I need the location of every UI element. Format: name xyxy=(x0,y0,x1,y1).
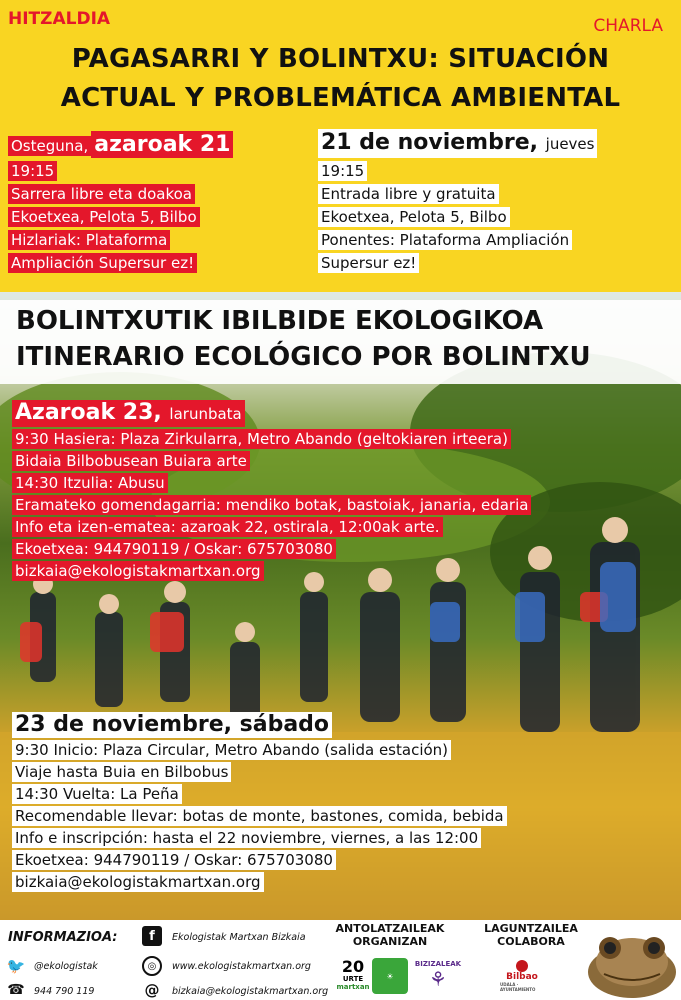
tag-charla: CHARLA xyxy=(593,16,663,36)
walk-es-line: Recomendable llevar: botas de monte, bastones, comida, bebida xyxy=(12,806,507,826)
talk-basque-info xyxy=(8,131,308,276)
talk-title-line1: PAGASARRI Y BOLINTXU: SITUACIÓN xyxy=(71,44,610,74)
facebook-icon[interactable]: f xyxy=(142,926,162,946)
organizers-heading xyxy=(334,922,446,948)
walk-eu-line: Info eta izen-ematea: azaroak 22, ostirala, 12:00ak arte. xyxy=(12,517,443,537)
bilbao-sub: UDALA · AYUNTAMIENTO xyxy=(500,982,536,992)
web-link[interactable]: www.ekologistakmartxan.org xyxy=(172,961,311,972)
facebook-link[interactable]: Ekologistak Martxan Bizkaia xyxy=(172,932,306,943)
email-link[interactable]: bizkaia@ekologistakmartxan.org xyxy=(172,986,329,997)
anniversary-sub: martxan xyxy=(336,983,370,991)
walk-es-date: 23 de noviembre, sábado xyxy=(12,712,332,738)
talk-eu-line: Ekoetxea, Pelota 5, Bilbo xyxy=(8,207,200,227)
twitter-icon[interactable]: 🐦 xyxy=(6,957,26,975)
talk-eu-line: Hizlariak: Plataforma xyxy=(8,230,170,250)
collab-es: COLABORA xyxy=(497,935,565,948)
talk-eu-date: azaroak 21 xyxy=(91,131,233,158)
organizers-eu: ANTOLATZAILEAK xyxy=(335,922,445,935)
footer xyxy=(0,920,681,1000)
talk-title-line2: ACTUAL Y PROBLEMÁTICA AMBIENTAL xyxy=(60,83,621,113)
info-label: INFORMAZIOA: xyxy=(8,930,118,945)
toad-image xyxy=(586,922,678,998)
bilbao-emblem xyxy=(516,960,528,972)
talk-es-line: Entrada libre y gratuita xyxy=(318,184,499,204)
walk-eu-day: larunbata xyxy=(169,405,242,423)
talk-section xyxy=(0,0,681,292)
tag-hitzaldia: HITZALDIA xyxy=(8,9,111,29)
walk-eu-line: Bidaia Bilbobusean Buiara arte xyxy=(12,451,250,471)
anniversary-word: URTE xyxy=(342,975,364,983)
twitter-link[interactable]: @ekologistak xyxy=(34,961,98,972)
walk-title-line1: BOLINTXUTIK IBILBIDE EKOLOGIKOA xyxy=(16,306,544,336)
walk-es-line: Viaje hasta Buia en Bilbobus xyxy=(12,762,231,782)
talk-eu-line: Sarrera libre eta doakoa xyxy=(8,184,195,204)
talk-spanish-info xyxy=(318,129,678,276)
walk-eu-line: Eramateko gomendagarria: mendiko botak, bastoiak, janaria, edaria xyxy=(12,495,531,515)
walk-es-line: Ekoetxea: 944790119 / Oskar: 675703080 xyxy=(12,850,336,870)
at-sign-icon: @ xyxy=(144,981,160,999)
walk-es-email[interactable]: bizkaia@ekologistakmartxan.org xyxy=(12,872,264,892)
talk-es-line: Ponentes: Plataforma Ampliación xyxy=(318,230,572,250)
ekologistak-logo: ☀ xyxy=(372,958,408,994)
talk-eu-day: Osteguna, xyxy=(8,136,91,156)
talk-es-date-label xyxy=(318,129,597,158)
walk-es-line: 14:30 Vuelta: La Peña xyxy=(12,784,182,804)
walk-eu-date: Azaroak 23, xyxy=(15,400,162,425)
talk-es-line: Supersur ez! xyxy=(318,253,419,273)
walk-eu-line: 9:30 Hasiera: Plaza Zirkularra, Metro Abando (geltokiaren irteera) xyxy=(12,429,511,449)
anniversary-number: 20 xyxy=(341,957,365,976)
phone-icon: ☎ xyxy=(7,982,25,998)
bizizaleak-text: BIZIZALEAK xyxy=(414,960,462,968)
organizers-es: ORGANIZAN xyxy=(352,935,428,948)
walk-title-line2: ITINERARIO ECOLÓGICO POR BOLINTXU xyxy=(16,342,591,372)
phone-number: 944 790 119 xyxy=(34,986,95,997)
walk-eu-date-label xyxy=(12,400,245,427)
walk-eu-line: 14:30 Itzulia: Abusu xyxy=(12,473,168,493)
talk-es-day: jueves xyxy=(545,135,595,153)
walk-basque-info xyxy=(12,400,531,583)
talk-eu-line: Ampliación Supersur ez! xyxy=(8,253,197,273)
anniversary-logo xyxy=(338,952,368,998)
talk-es-date: 21 de noviembre, xyxy=(321,130,538,155)
collab-eu: LAGUNTZAILEA xyxy=(484,922,578,935)
talk-eu-line: 19:15 xyxy=(8,161,57,181)
walk-eu-line: Ekoetxea: 944790119 / Oskar: 675703080 xyxy=(12,539,336,559)
bilbao-text: Bilbao xyxy=(506,972,538,982)
bilbao-logo xyxy=(500,954,544,998)
bizizaleak-logo: BIZIZALEAK ⚘ xyxy=(414,960,462,991)
globe-icon[interactable]: ◎ xyxy=(142,956,162,976)
walk-eu-email[interactable]: bizkaia@ekologistakmartxan.org xyxy=(12,561,264,581)
walk-es-line: Info e inscripción: hasta el 22 noviembre, viernes, a las 12:00 xyxy=(12,828,481,848)
talk-es-line: Ekoetxea, Pelota 5, Bilbo xyxy=(318,207,510,227)
walk-spanish-info xyxy=(12,712,507,894)
collaborators-heading xyxy=(476,922,586,948)
talk-es-line: 19:15 xyxy=(318,161,367,181)
walk-es-line: 9:30 Inicio: Plaza Circular, Metro Abando (salida estación) xyxy=(12,740,451,760)
